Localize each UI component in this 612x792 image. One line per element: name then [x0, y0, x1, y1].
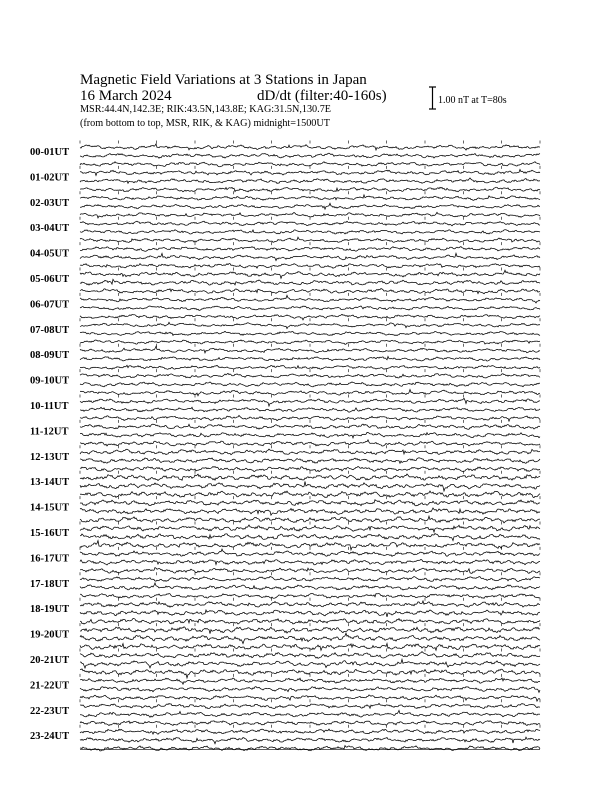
trace-kag — [80, 270, 540, 278]
hour-label: 17-18UT — [30, 578, 70, 590]
trace-kag — [80, 449, 540, 455]
hour-label: 08-09UT — [30, 350, 70, 362]
trace-kag — [80, 577, 540, 582]
hour-label: 18-19UT — [30, 604, 70, 616]
scale-label: 1.00 nT at T=80s — [438, 95, 507, 106]
trace-order-note: (from bottom to top, MSR, RIK, & KAG) midnight=1500UT — [80, 118, 330, 129]
station-list: MSR:44.4N,142.3E; RIK:43.5N,143.8E; KAG:31.5N,130.7E — [80, 104, 332, 115]
hour-label: 10-11UT — [30, 401, 69, 412]
trace-rik — [80, 382, 540, 387]
hour-label: 20-21UT — [30, 655, 70, 666]
trace-kag — [80, 474, 540, 481]
trace-rik — [80, 153, 540, 158]
trace-rik — [80, 230, 540, 234]
hour-label: 16-17UT — [30, 553, 70, 565]
trace-rik — [80, 203, 540, 209]
trace-kag — [80, 549, 540, 556]
hour-label: 19-20UT — [30, 629, 70, 641]
chart-date: 16 March 2024 — [80, 88, 172, 104]
trace-rik — [80, 559, 540, 565]
trace-rik — [80, 508, 540, 515]
trace-kag — [80, 703, 540, 708]
trace-rik — [80, 407, 540, 412]
hour-label: 23-24UT — [30, 731, 70, 743]
trace-kag — [80, 525, 540, 532]
trace-kag — [80, 322, 540, 328]
hour-label: 13-14UT — [30, 477, 70, 489]
trace-rik — [80, 534, 540, 541]
trace-rik — [80, 633, 540, 644]
hour-label: 05-06UT — [30, 274, 70, 285]
trace-kag — [80, 295, 540, 303]
trace-msr — [80, 340, 540, 344]
trace-rik — [80, 432, 540, 438]
hour-label: 02-03UT — [30, 197, 70, 209]
chart-title: Magnetic Field Variations at 3 Stations in Japan — [80, 72, 367, 88]
hour-label: 03-04UT — [30, 223, 70, 235]
trace-rik — [80, 279, 540, 285]
hour-label: 14-15UT — [30, 502, 70, 514]
trace-msr — [80, 594, 540, 599]
trace-msr — [80, 365, 540, 369]
trace-msr — [80, 440, 540, 446]
trace-kag — [80, 500, 540, 506]
hour-label: 11-12UT — [30, 426, 69, 438]
trace-rik — [80, 610, 540, 617]
trace-kag — [80, 221, 540, 226]
trace-msr — [80, 746, 540, 751]
trace-rik — [80, 659, 540, 668]
trace-kag — [80, 601, 540, 607]
trace-rik — [80, 178, 540, 183]
trace-kag — [80, 170, 540, 176]
trace-rik — [80, 583, 540, 590]
chart-quantity: dD/dt (filter:40-160s) — [257, 88, 387, 104]
hour-label: 12-13UT — [30, 451, 70, 463]
hour-label: 15-16UT — [30, 528, 70, 539]
trace-rik — [80, 737, 540, 744]
trace-kag — [80, 373, 540, 378]
trace-kag — [80, 652, 540, 659]
trace-rik — [80, 356, 540, 361]
trace-rik — [80, 306, 540, 310]
hour-label: 04-05UT — [30, 248, 70, 260]
trace-kag — [80, 144, 540, 150]
hour-label: 01-02UT — [30, 172, 70, 184]
trace-kag — [80, 729, 540, 734]
trace-rik — [80, 331, 540, 335]
trace-rik — [80, 687, 540, 693]
hour-label: 22-23UT — [30, 705, 70, 717]
hour-label: 00-01UT — [30, 147, 70, 158]
hour-label: 09-10UT — [30, 375, 70, 387]
trace-kag — [80, 398, 540, 406]
trace-kag — [80, 424, 540, 429]
trace-kag — [80, 346, 540, 353]
hour-label: 07-08UT — [30, 324, 70, 336]
hour-label: 21-22UT — [30, 680, 70, 692]
trace-rik — [80, 710, 540, 717]
trace-kag — [80, 678, 540, 684]
trace-kag — [80, 195, 540, 201]
trace-msr — [80, 187, 540, 192]
trace-kag — [80, 627, 540, 634]
trace-rik — [80, 458, 540, 464]
trace-msr — [80, 237, 540, 242]
trace-rik — [80, 481, 540, 491]
trace-kag — [80, 247, 540, 252]
trace-rik — [80, 253, 540, 260]
hour-label: 06-07UT — [30, 299, 70, 311]
